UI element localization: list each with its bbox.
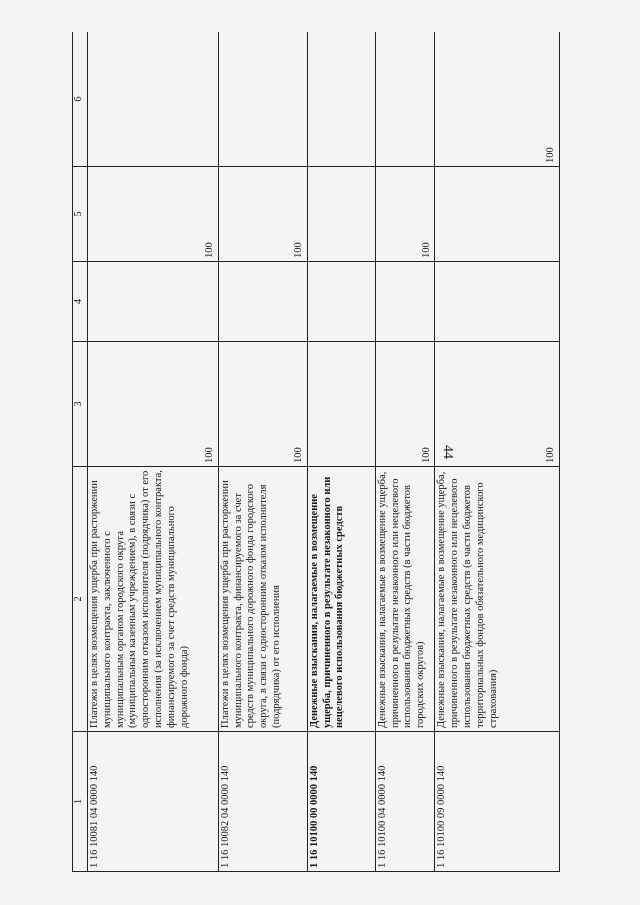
col6-cell [307, 32, 375, 167]
rotated-table-container [72, 32, 560, 872]
col5-cell [307, 167, 375, 262]
col4-cell [435, 262, 560, 342]
col4-cell [88, 262, 219, 342]
description-cell: Денежные взыскания, налагаемые в возмещение ущерба, причиненного в результате незаконного или нецелевого использования бюджетных средств (в части бюджетов территориальных фондов обязательного медицинского страхования) [435, 467, 560, 732]
header-cell-2: 2 [73, 467, 88, 732]
col5-cell: 100 [88, 167, 219, 262]
budget-codes-table [72, 32, 560, 872]
code-cell: 1 16 10100 09 0000 140 [435, 732, 560, 872]
description-cell: Платежи в целях возмещения ущерба при расторжении муниципального контракта, заключенного с муниципальным органом городского округа (муниципальным казенным учреждением), в связи с односторонним отказом исполнителя (подрядчика) от его исполнения (за исключением муниципального контракта, финансируемого за счет средств муниципального дорожного фонда) [88, 467, 219, 732]
table-row [307, 32, 375, 872]
description-cell: Денежные взыскания, налагаемые в возмещение ущерба, причиненного в результате незаконного или нецелевого использования бюджетных средств (в части бюджетов городских округов) [375, 467, 435, 732]
col6-cell [218, 32, 307, 167]
header-cell-6: 6 [73, 32, 88, 167]
col4-cell [307, 262, 375, 342]
header-row [73, 32, 88, 872]
page-number: 44 [440, 445, 455, 459]
code-cell: 1 16 10100 00 0000 140 [307, 732, 375, 872]
table-row [88, 32, 219, 872]
col6-cell [88, 32, 219, 167]
header-cell-1: 1 [73, 732, 88, 872]
col6-cell: 100 [435, 32, 560, 167]
col3-cell [307, 342, 375, 467]
code-cell: 1 16 10082 04 0000 140 [218, 732, 307, 872]
col5-cell: 100 [218, 167, 307, 262]
col4-cell [375, 262, 435, 342]
col5-cell [435, 167, 560, 262]
col3-cell: 100 [88, 342, 219, 467]
description-cell: Денежные взыскания, налагаемые в возмещение ущерба, причиненного в результате незаконного или нецелевого использования бюджетных средств [307, 467, 375, 732]
description-cell: Платежи в целях возмещения ущерба при расторжении муниципального контракта, финансируемого за счет средств муниципального дорожного фонда городского округа, в связи с односторонним отказом исполнителя (подрядчика) от его исполнения [218, 467, 307, 732]
table-row [375, 32, 435, 872]
header-cell-3: 3 [73, 342, 88, 467]
col3-cell: 100 [218, 342, 307, 467]
code-cell: 1 16 10100 04 0000 140 [375, 732, 435, 872]
header-cell-4: 4 [73, 262, 88, 342]
header-cell-5: 5 [73, 167, 88, 262]
code-cell: 1 16 10081 04 0000 140 [88, 732, 219, 872]
col4-cell [218, 262, 307, 342]
col3-cell: 100 [375, 342, 435, 467]
col6-cell [375, 32, 435, 167]
table-row [218, 32, 307, 872]
table-row [435, 32, 560, 872]
col3-cell: 100 [435, 342, 560, 467]
col5-cell: 100 [375, 167, 435, 262]
